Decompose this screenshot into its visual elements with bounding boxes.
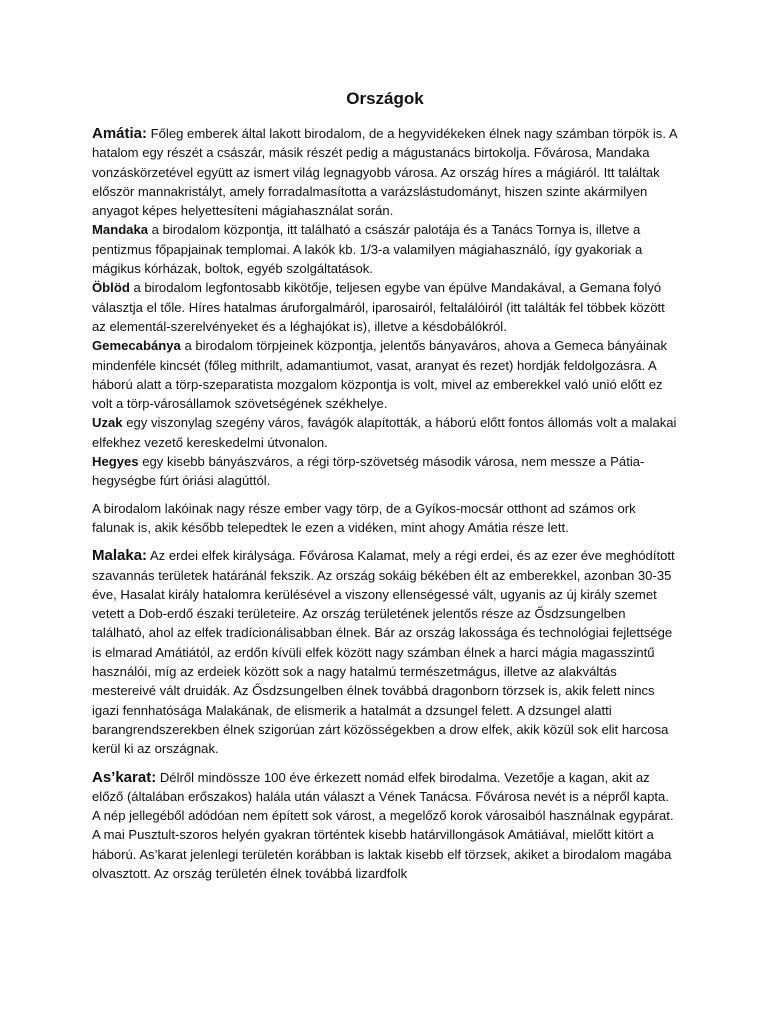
city-uzak bbox=[92, 413, 678, 452]
page-title: Országok bbox=[346, 89, 424, 108]
city-name: Uzak bbox=[92, 415, 123, 431]
section-malaka bbox=[92, 546, 678, 758]
city-gemecabanya bbox=[92, 336, 678, 413]
city-description: a birodalom központja, itt található a császár palotája és a Tanács Tornya is, illetve a pentizmus főpapjainak templomai. A lakók kb. 1/3-a valamilyen mágiahasználó, így gyakoriak a mágikus kórházak, boltok, egyéb szolgáltatások. bbox=[92, 222, 643, 277]
askarat-heading: As’karat: bbox=[92, 768, 157, 786]
amatia-intro-text: Főleg emberek által lakott birodalom, de a hegyvidékeken élnek nagy számban törpök is. A hatalom egy részét a császár, másik részét pedig a mágustanács birtokolja. Fővárosa, Mandaka vonzáskörzetével együtt az ismert világ legnagyobb városa. Az ország híres a mágiáról. Itt találtak először mannakristályt, amely forradalmasította a varázslástudományt, hiszen szinte akármilyen anyagot képes helyettesíteni mágiahasználat során. bbox=[92, 126, 677, 219]
section-askarat bbox=[92, 768, 678, 884]
city-name: Öblöd bbox=[92, 280, 130, 296]
malaka-paragraph bbox=[92, 546, 678, 758]
city-obold bbox=[92, 278, 678, 336]
amatia-intro bbox=[92, 124, 678, 220]
malaka-text: Az erdei elfek királysága. Fővárosa Kalamat, mely a régi erdei, és az ezer éve meghódított szavannás területek határánál fekszik. Az ország sokáig békében élt az emberekkel, azonban 30-35 éve, Hasalat király hatalomra kerülésével a viszony ellenségessé vált, ugyanis az új király szemet vetett a Dob-erdő északi területeire. Az ország területének jelentős része az Ősdzsungelben található, ahol az elfek tradícionálisabban élnek. Bár az ország lakossága és technológiai fejlettsége is elmarad Amátiától, az erdőn kívüli elfek között nagy számban élnek a harci mágia magasszintű használói, míg az erdeiek között sok a nagy hatalmú természetmágus, illetve az alakváltás mestereivé vált druidák. Az Ősdzsungelben élnek továbbá dragonborn törzsek is, akik felett nincs igazi fennhatósága Malakának, de elismerik a hatalmát a dzsungel felett. A dzsungel alatti barangrendszerekben élnek szigorúan zárt közösségekben a drow elfek, akik közül sok elit harcosa kerül ki az országnak. bbox=[92, 548, 675, 757]
section-amatia bbox=[92, 124, 678, 537]
city-description: egy kisebb bányászváros, a régi törp-szövetség második városa, nem messze a Pátia-hegységbe fúrt óriási alagúttól. bbox=[92, 454, 645, 489]
city-hegyes bbox=[92, 452, 678, 491]
spacer bbox=[92, 537, 678, 546]
city-description: a birodalom törpjeinek központja, jelentős bányaváros, ahova a Gemeca bányáinak mindenféle kincsét (főleg mithrilt, adamantiumot, vasat, aranyat és rezet) hordják feldolgozásra. A háború alatt a törp-szeparatista mozgalom központja is volt, mivel az emberekkel való unió előtt ez volt a törp-városállamok szövetségének székhelye. bbox=[92, 338, 668, 412]
city-name: Hegyes bbox=[92, 454, 139, 470]
amatia-closing: A birodalom lakóinak nagy része ember vagy törp, de a Gyíkos-mocsár otthont ad számos ork falunak is, akik később telepedtek le ezen a vidéken, mint ahogy Amátia része lett. bbox=[92, 500, 636, 535]
city-name: Gemecabánya bbox=[92, 338, 181, 354]
city-description: a birodalom legfontosabb kikötője, teljesen egybe van épülve Mandakával, a Gemana folyó választja el tőle. Híres hatalmas áruforgalmáról, iparosairól, feltalálóiról (itt találták fel többek között az elementál-szerelvényeket és a léghajókat is), illetve a késdobálókról. bbox=[92, 280, 665, 334]
city-name: Mandaka bbox=[92, 222, 149, 238]
city-mandaka bbox=[92, 220, 678, 278]
askarat-paragraph bbox=[92, 768, 678, 884]
city-description: egy viszonylag szegény város, favágók alapították, a háború előtt fontos állomás volt a malakai elfekhez vezető kereskedelmi útvonalon. bbox=[92, 415, 677, 450]
askarat-text: Délről mindössze 100 éve érkezett nomád elfek birodalma. Vezetője a kagan, akit az előző (általában erőszakos) halála után választ a Vének Tanácsa. Fővárosa nevét is a népről kapta. A nép jellegéből adódóan nem épített sok várost, a megelőző korok városaiból használnak egypárat. A mai Pusztult-szoros helyén gyakran történtek kisebb határvillongások Amátiával, mielőtt kitört a háború. As’karat jelenlegi területén korábban is laktak kisebb elf törzsek, akiket a birodalom magába olvasztott. Az ország területén élnek továbbá lizardfolk bbox=[92, 769, 674, 881]
malaka-heading: Malaka: bbox=[92, 547, 148, 565]
document-page bbox=[92, 88, 678, 883]
spacer bbox=[92, 759, 678, 768]
amatia-heading: Amátia: bbox=[92, 125, 148, 142]
spacer bbox=[92, 491, 678, 499]
